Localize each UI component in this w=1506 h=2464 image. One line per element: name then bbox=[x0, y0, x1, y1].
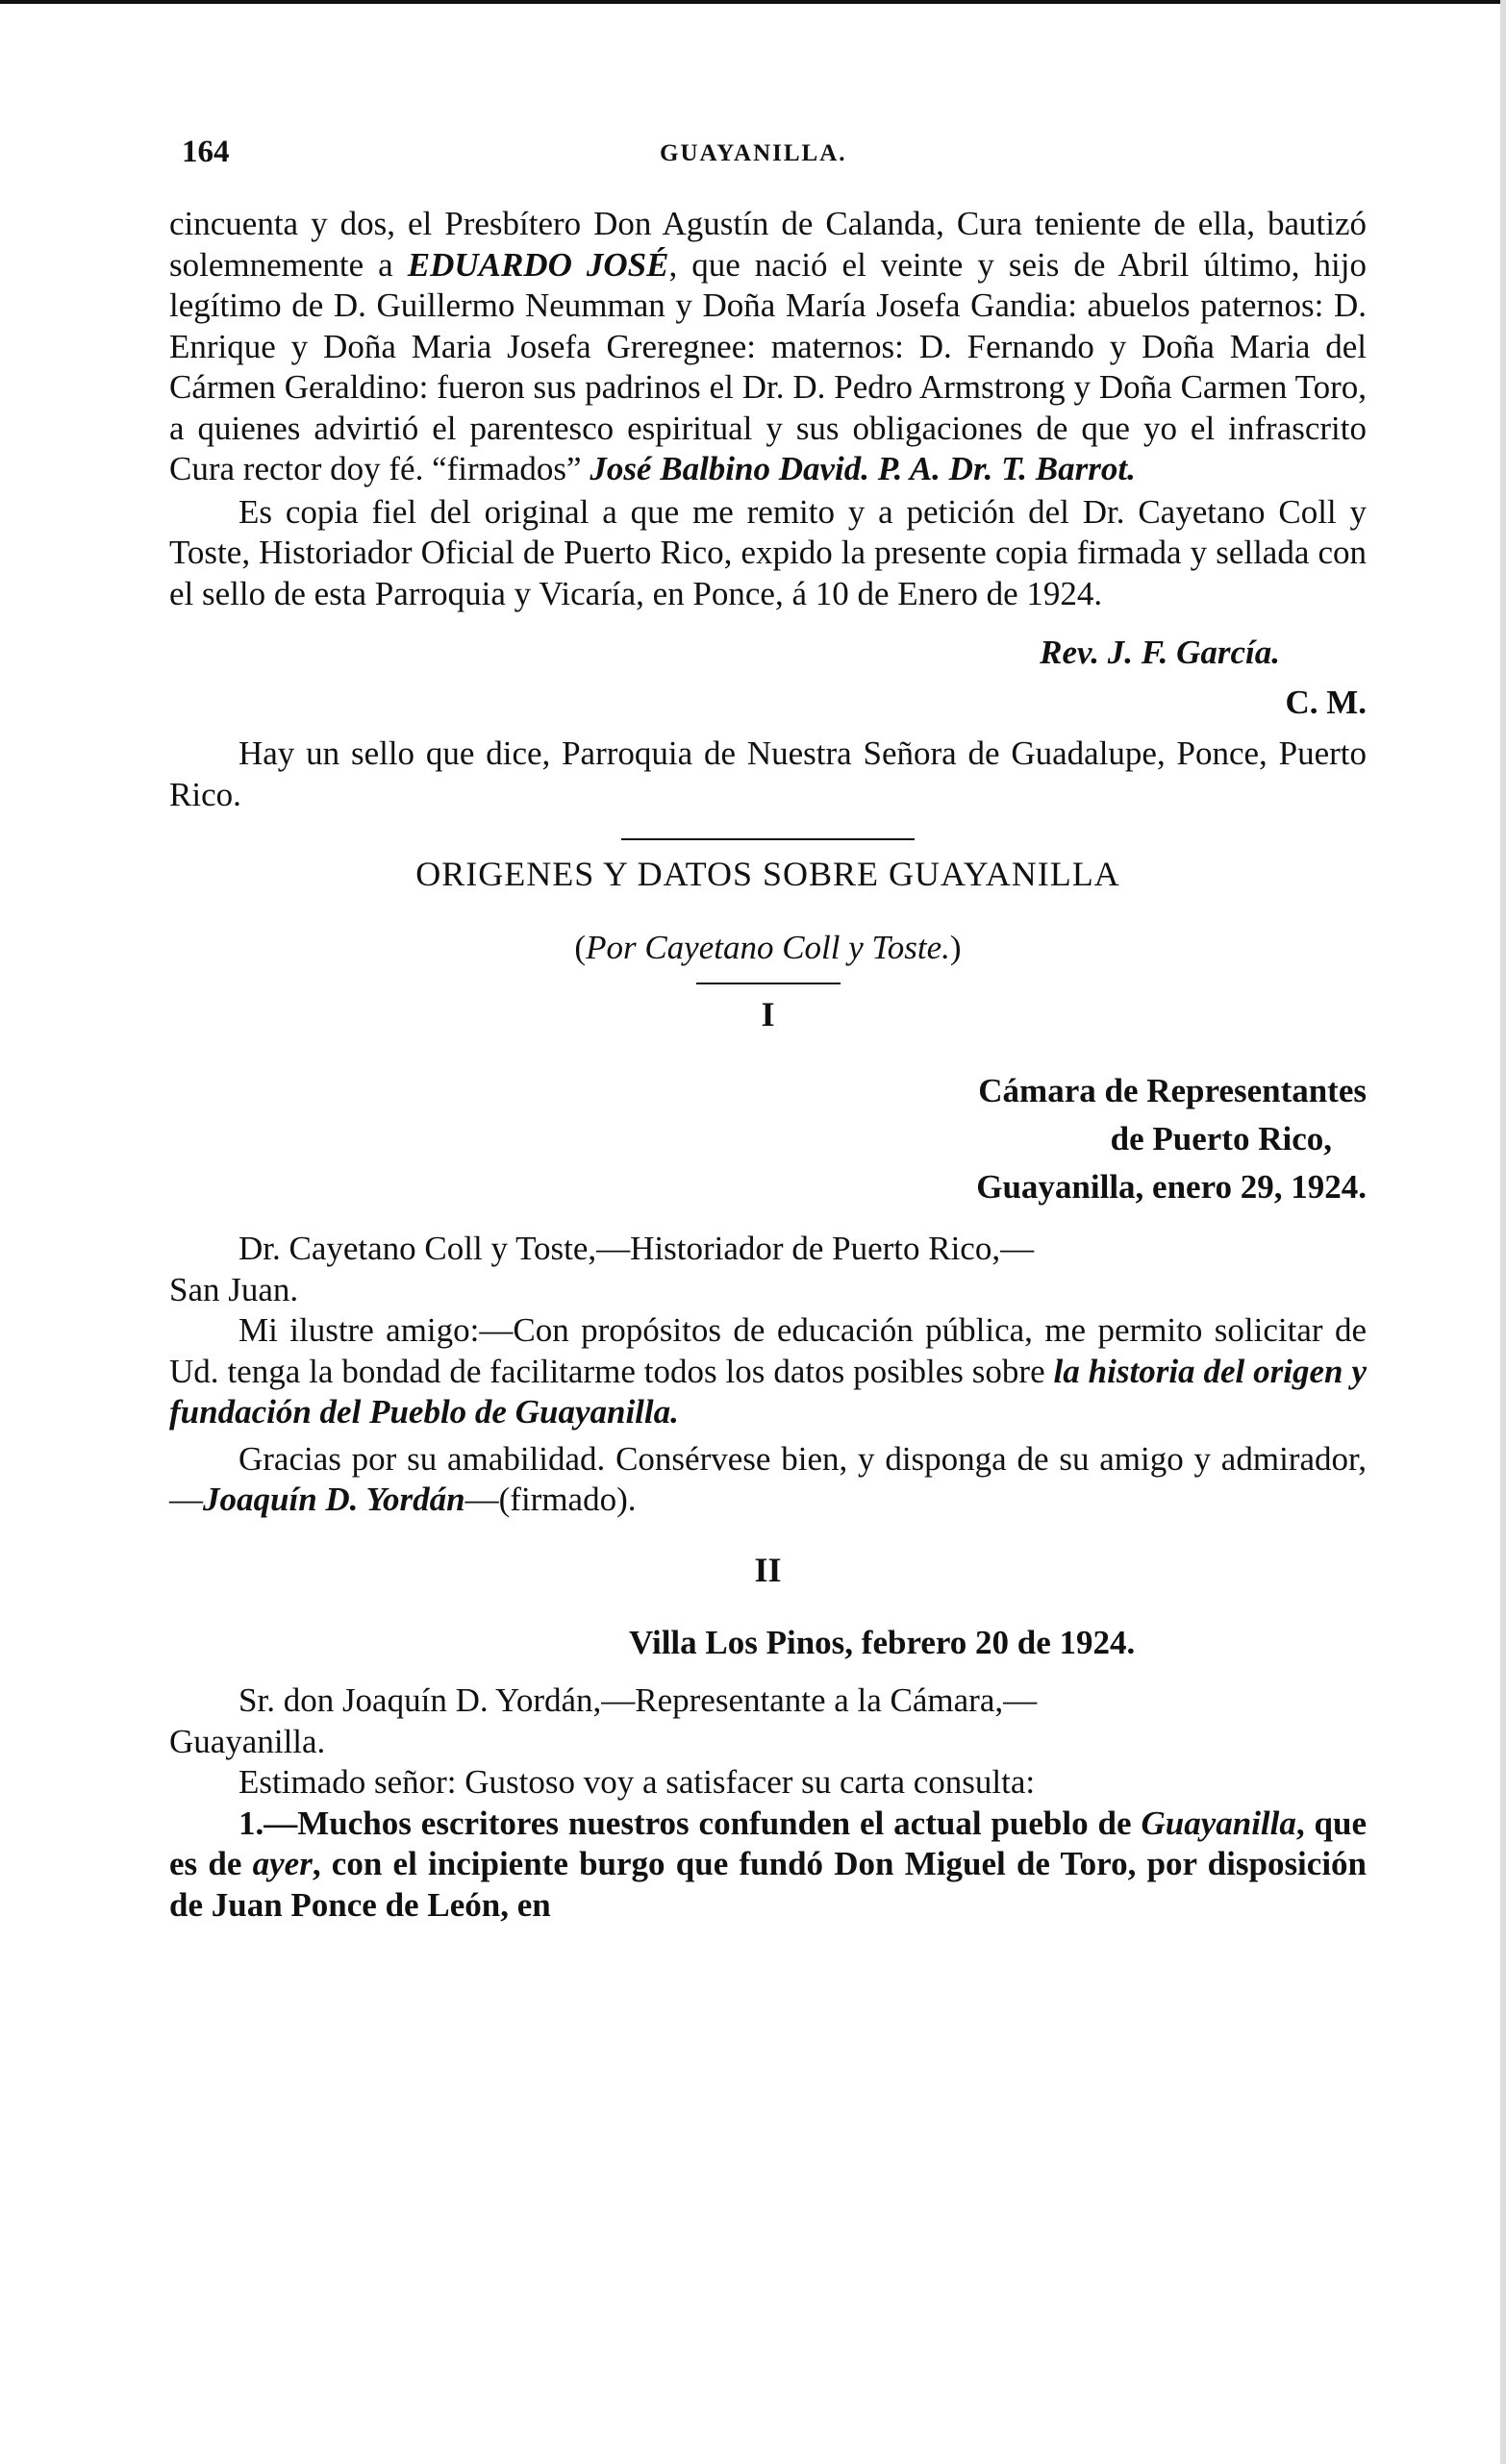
letter2-recipient: Sr. don Joaquín D. Yordán,—Representante a la Cámara,— bbox=[238, 1681, 1038, 1719]
divider-rule bbox=[696, 983, 841, 984]
running-head: GUAYANILLA. bbox=[660, 140, 847, 166]
right-scan-edge bbox=[1500, 0, 1506, 2464]
page-body bbox=[169, 125, 1367, 1926]
byline-text: Por Cayetano Coll y Toste. bbox=[586, 929, 950, 966]
letter-numeral: II bbox=[754, 1550, 782, 1589]
letter2-place-date: Villa Los Pinos, febrero 20 de 1924. bbox=[629, 1623, 1136, 1661]
para1-text-b: , que nació el veinte y seis de Abril último, hijo legítimo de D. Guillermo Neumman y Doña María Josefa Gandia: abuelos paternos: D. Enrique y Doña Maria Josefa Greregnee: maternos: D. Fernando y Doña Maria del Cármen Geraldino: fueron sus padrinos el Dr. D. Pedro Armstrong y Doña Carmen Toro, a quienes advirtió el parentesco espiritual y sus obligaciones de que yo el infrascrito Cura rector doy fé. “firmados” bbox=[169, 245, 1367, 487]
signature-name: Rev. J. F. García. bbox=[1040, 634, 1280, 671]
point1-ayer: ayer bbox=[252, 1845, 313, 1882]
record-signers: José Balbino David. P. A. Dr. T. Barrot. bbox=[590, 450, 1136, 487]
letter2-recipient-city: Guayanilla. bbox=[169, 1722, 326, 1760]
byline-close: ) bbox=[949, 929, 962, 966]
point1-text-b: , que es de bbox=[169, 1804, 1368, 1882]
letter2-point-1 bbox=[169, 1804, 1367, 1927]
byline-open: ( bbox=[574, 929, 587, 966]
top-scan-edge bbox=[0, 0, 1506, 4]
letter2-greeting: Estimado señor: Gustoso voy a satisfacer su carta consulta: bbox=[238, 1763, 1036, 1801]
letter1-body-text: Mi ilustre amigo:—Con propósitos de educación pública, me permito solicitar de Ud. tenga la bondad de facilitarme todos los datos posibles sobre bbox=[169, 1311, 1367, 1390]
address-line: de Puerto Rico, bbox=[1110, 1120, 1332, 1157]
letter1-body bbox=[169, 1310, 1367, 1433]
letter-numeral: I bbox=[761, 995, 775, 1033]
baptized-name: EDUARDO JOSÉ bbox=[407, 245, 669, 284]
page-header bbox=[169, 125, 1367, 183]
point1-place: Guayanilla bbox=[1141, 1804, 1296, 1842]
address-line: Guayanilla, enero 29, 1924. bbox=[976, 1168, 1367, 1206]
address-line: Cámara de Representantes bbox=[978, 1072, 1367, 1109]
certification-paragraph: Es copia fiel del original a que me remito y a petición del Dr. Cayetano Coll y Toste, Historiador Oficial de Puerto Rico, expido la presente copia firmada y sellada con el sello de esta Parroquia y Vicaría, en Ponce, á 10 de Enero de 1924. bbox=[169, 492, 1367, 612]
letter1-address bbox=[169, 1067, 1367, 1211]
letter1-signer: Joaquín D. Yordán bbox=[203, 1481, 465, 1518]
letter1-recipient-city: San Juan. bbox=[169, 1270, 299, 1308]
page-number: 164 bbox=[182, 135, 230, 169]
letter1-closing bbox=[169, 1439, 1367, 1521]
divider-rule bbox=[621, 838, 915, 840]
letter1-closing-end: —(firmado). bbox=[464, 1481, 637, 1518]
section-title: ORIGENES Y DATOS SOBRE GUAYANILLA bbox=[415, 855, 1120, 893]
baptism-record-paragraph bbox=[169, 204, 1367, 490]
signature-order: C. M. bbox=[1285, 684, 1367, 721]
point1-text-c: , con el incipiente burgo que fundó Don Miguel de Toro, por disposición de Juan Ponce de León, en bbox=[169, 1845, 1368, 1924]
section-byline bbox=[169, 929, 1367, 967]
letter1-topic: la historia del origen y fundación del Pueblo de Guayanilla. bbox=[169, 1352, 1367, 1431]
letter1-closing-text: Gracias por su amabilidad. Consérvese bien, y disponga de su amigo y admirador,— bbox=[169, 1439, 1367, 1518]
letter1-recipient: Dr. Cayetano Coll y Toste,—Historiador de Puerto Rico,— bbox=[238, 1230, 1035, 1267]
seal-note: Hay un sello que dice, Parroquia de Nuestra Señora de Guadalupe, Ponce, Puerto Rico. bbox=[169, 734, 1367, 813]
point1-text-a: 1.—Muchos escritores nuestros confunden el actual pueblo de bbox=[238, 1804, 1142, 1842]
para1-text-a: cincuenta y dos, el Presbítero Don Agustín de Calanda, Cura teniente de ella, bautizó solemnemente a bbox=[169, 205, 1367, 284]
